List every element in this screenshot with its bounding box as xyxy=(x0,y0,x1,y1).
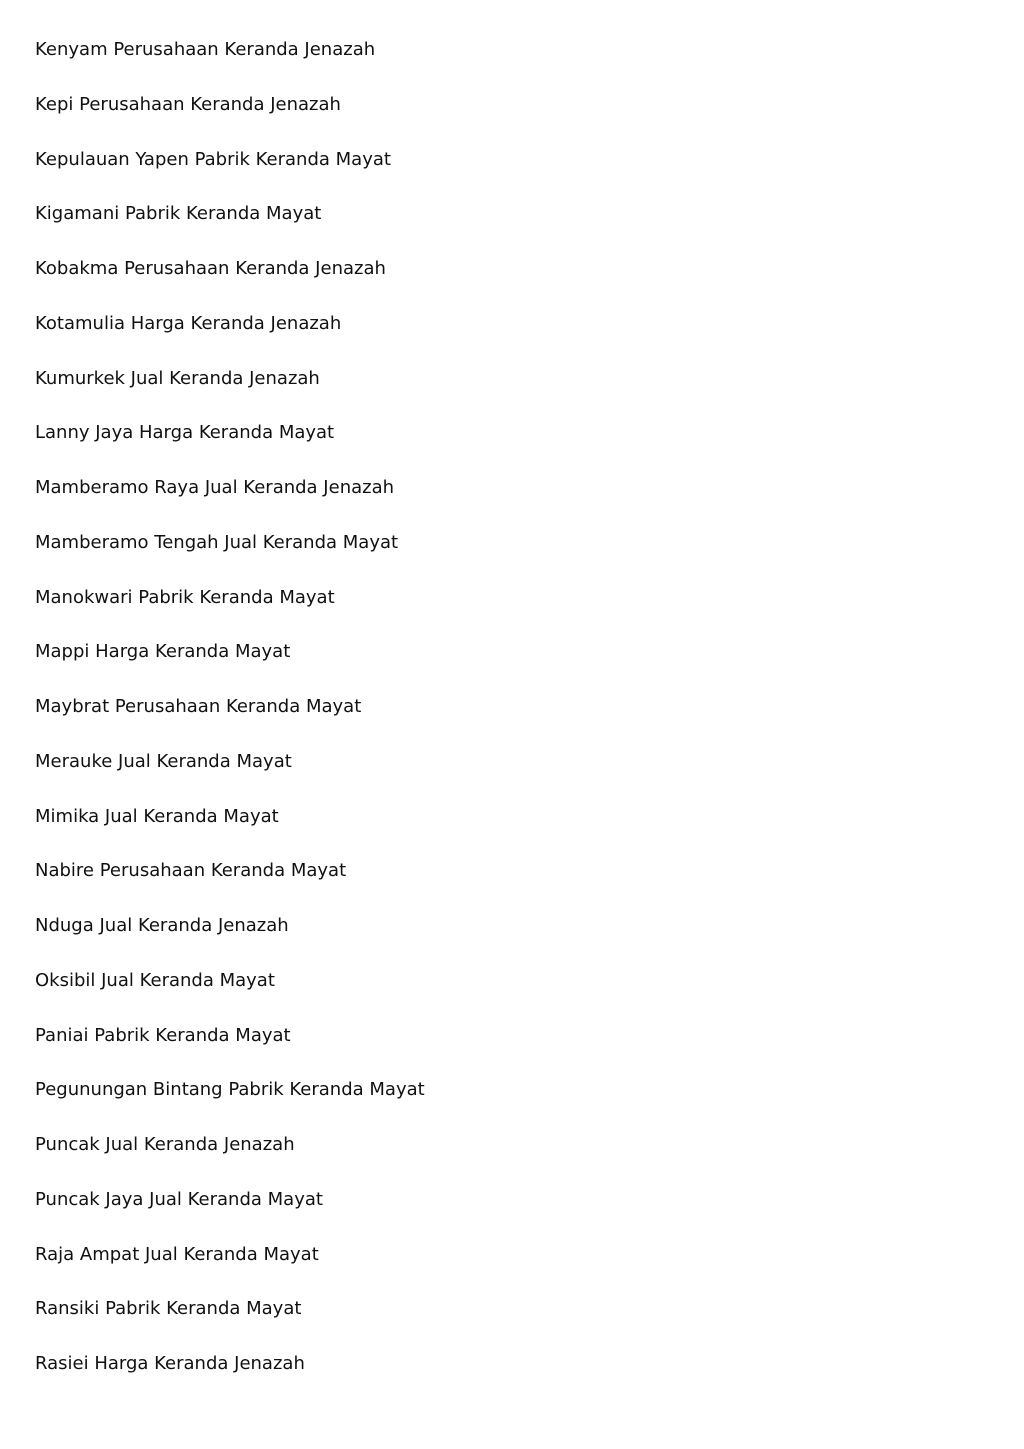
link-item[interactable]: Paniai Pabrik Keranda Mayat xyxy=(35,1024,291,1046)
link-item[interactable]: Nabire Perusahaan Keranda Mayat xyxy=(35,860,347,882)
link-item[interactable]: Maybrat Perusahaan Keranda Mayat xyxy=(35,696,362,717)
link-item[interactable]: Pegunungan Bintang Pabrik Keranda Mayat xyxy=(35,1079,425,1101)
list-item xyxy=(35,1077,425,1132)
list-item xyxy=(35,420,425,475)
link-item[interactable]: Kobakma Perusahaan Keranda Jenazah xyxy=(35,258,386,279)
link-item[interactable]: Mimika Jual Keranda Mayat xyxy=(35,805,279,827)
link-item[interactable]: Mamberamo Raya Jual Keranda Jenazah xyxy=(35,477,395,498)
list-item xyxy=(35,92,425,147)
list-item xyxy=(35,858,425,913)
link-item[interactable]: Manokwari Pabrik Keranda Mayat xyxy=(35,586,335,608)
link-item[interactable]: Lanny Jaya Harga Keranda Mayat xyxy=(35,422,335,444)
list-item xyxy=(35,1132,425,1187)
link-item[interactable]: Raja Ampat Jual Keranda Mayat xyxy=(35,1243,319,1265)
list-item xyxy=(35,201,425,256)
list-item xyxy=(35,1023,425,1078)
link-item[interactable]: Mappi Harga Keranda Mayat xyxy=(35,641,291,663)
list-item xyxy=(35,256,425,311)
list-item xyxy=(35,639,425,694)
list-item xyxy=(35,1351,425,1406)
link-item[interactable]: Kenyam Perusahaan Keranda Jenazah xyxy=(35,39,376,60)
list-item xyxy=(35,585,425,640)
list-item xyxy=(35,37,425,92)
link-item[interactable]: Oksibil Jual Keranda Mayat xyxy=(35,969,275,991)
link-list xyxy=(35,37,425,1406)
list-item xyxy=(35,749,425,804)
list-item xyxy=(35,694,425,749)
link-item[interactable]: Kepulauan Yapen Pabrik Keranda Mayat xyxy=(35,148,391,170)
list-item xyxy=(35,968,425,1023)
list-item xyxy=(35,1296,425,1351)
link-item[interactable]: Puncak Jual Keranda Jenazah xyxy=(35,1134,295,1155)
link-item[interactable]: Rasiei Harga Keranda Jenazah xyxy=(35,1353,305,1374)
list-item xyxy=(35,1242,425,1297)
list-item xyxy=(35,475,425,530)
link-item[interactable]: Kepi Perusahaan Keranda Jenazah xyxy=(35,93,341,115)
link-item[interactable]: Mamberamo Tengah Jual Keranda Mayat xyxy=(35,531,399,553)
link-item[interactable]: Puncak Jaya Jual Keranda Mayat xyxy=(35,1188,323,1210)
link-item[interactable]: Kumurkek Jual Keranda Jenazah xyxy=(35,367,320,389)
list-item xyxy=(35,530,425,585)
list-item xyxy=(35,804,425,859)
list-item xyxy=(35,311,425,366)
link-item[interactable]: Kigamani Pabrik Keranda Mayat xyxy=(35,203,322,225)
link-item[interactable]: Merauke Jual Keranda Mayat xyxy=(35,750,292,772)
list-item xyxy=(35,366,425,421)
list-item xyxy=(35,913,425,968)
list-item xyxy=(35,1187,425,1242)
link-item[interactable]: Kotamulia Harga Keranda Jenazah xyxy=(35,312,342,334)
list-item xyxy=(35,147,425,202)
link-item[interactable]: Nduga Jual Keranda Jenazah xyxy=(35,915,289,936)
link-item[interactable]: Ransiki Pabrik Keranda Mayat xyxy=(35,1298,302,1320)
